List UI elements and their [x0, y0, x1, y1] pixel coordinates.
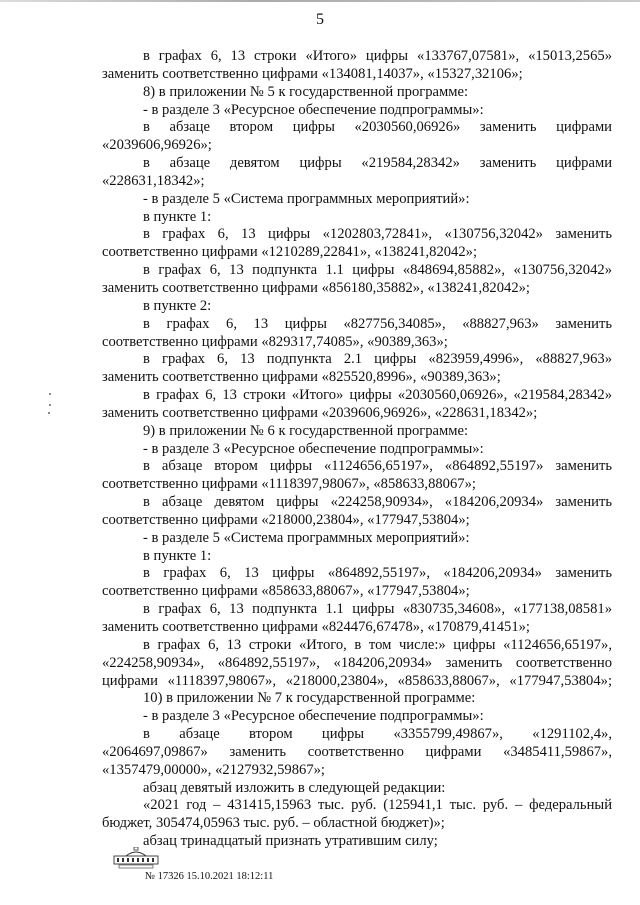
text-line: в графах 6, 13 строки «Итого, в том числе:» цифры «1124656,65197», — [143, 636, 612, 653]
text-line: заменить соответственно цифрами «134081,14037», «15327,32106»; — [102, 65, 523, 82]
text-line: абзац тринадцатый признать утратившим силу; — [143, 833, 438, 850]
text-line: - в разделе 5 «Система программных мероприятий»: — [143, 190, 470, 207]
scan-artifact — [49, 404, 51, 406]
text-line: в графах 6, 13 подпункта 2.1 цифры «823959,4996», «88827,963» — [143, 351, 612, 368]
text-line: заменить соответственно цифрами «856180,35882», «138241,82042»; — [102, 279, 530, 296]
text-line: в пункте 1: — [143, 547, 212, 564]
text-line: в графах 6, 13 строки «Итого» цифры «133767,07581», «15013,2565» — [143, 48, 612, 64]
text-line: в абзаце втором цифры «3355799,49867», «1291102,4», — [143, 726, 612, 743]
text-line: в графах 6, 13 цифры «1202803,72841», «130756,32042» заменить — [143, 226, 612, 243]
text-line: соответственно цифрами «829317,74085», «90389,363»; — [102, 333, 448, 350]
text-line: в абзаце втором цифры «1124656,65197», «864892,55197» заменить — [143, 458, 612, 475]
text-line: соответственно цифрами «218000,23804», «177947,53804»; — [102, 511, 470, 528]
text-line: 10) в приложении № 7 к государственной программе: — [143, 690, 476, 707]
text-line: абзац девятый изложить в следующей редакции: — [143, 779, 446, 796]
text-line: в абзаце девятом цифры «224258,90934», «184206,20934» заменить — [143, 494, 612, 511]
text-line: в графах 6, 13 строки «Итого» цифры «2030560,06926», «219584,28342» — [143, 387, 612, 404]
text-line: в графах 6, 13 цифры «827756,34085», «88827,963» заменить — [143, 315, 612, 332]
text-line: в графах 6, 13 подпункта 1.1 цифры «848694,85882», «130756,32042» — [143, 262, 612, 279]
text-line: бюджет, 305474,05963 тыс. руб. – областной бюджет)»; — [102, 815, 445, 832]
government-logo — [113, 847, 159, 874]
text-line: «224258,90934», «864892,55197», «184206,20934» заменить соответственно — [102, 654, 612, 671]
text-line: в абзаце втором цифры «2030560,06926» заменить цифрами — [143, 119, 612, 136]
text-line: в абзаце девятом цифры «219584,28342» заменить цифрами — [143, 155, 612, 172]
text-line: цифрами «1118397,98067», «218000,23804», «858633,88067», «177947,53804»; — [102, 672, 612, 689]
text-line: - в разделе 3 «Ресурсное обеспечение подпрограммы»: — [143, 440, 484, 457]
text-line: «2039606,96926»; — [102, 137, 212, 154]
text-line: в пункте 1: — [143, 208, 212, 225]
document-body — [102, 48, 612, 851]
text-line: 9) в приложении № 6 к государственной программе: — [143, 422, 469, 439]
scan-artifact — [48, 412, 50, 414]
text-line: заменить соответственно цифрами «825520,8996», «90389,363»; — [102, 369, 501, 386]
text-line: - в разделе 5 «Система программных мероприятий»: — [143, 529, 470, 546]
text-line: в пункте 2: — [143, 297, 212, 314]
text-line: заменить соответственно цифрами «824476,67478», «170879,41451»; — [102, 619, 530, 635]
text-line: «228631,18342»; — [102, 172, 205, 189]
page-number: 5 — [316, 11, 324, 28]
text-line: соответственно цифрами «1118397,98067», «858633,88067»; — [102, 476, 476, 493]
text-line: «1357479,00000», «2127932,59867»; — [102, 761, 325, 778]
text-line: «2021 год – 431415,15963 тыс. руб. (125941,1 тыс. руб. – федеральный — [143, 797, 612, 814]
government-building-icon — [113, 847, 159, 869]
text-line: в графах 6, 13 цифры «864892,55197», «184206,20934» заменить — [143, 565, 612, 582]
text-line: соответственно цифрами «858633,88067», «177947,53804»; — [102, 583, 470, 600]
text-line: - в разделе 3 «Ресурсное обеспечение подпрограммы»: — [143, 101, 484, 118]
text-line: в графах 6, 13 подпункта 1.1 цифры «830735,34608», «177138,08581» — [143, 601, 612, 618]
scan-artifact — [49, 393, 51, 395]
text-line: 8) в приложении № 5 к государственной программе: — [143, 83, 469, 100]
scan-edge — [0, 0, 640, 2]
registration-stamp: № 17326 15.10.2021 18:12:11 — [145, 871, 274, 882]
text-line: «2064697,09867» заменить соответственно цифрами «3485411,59867», — [102, 743, 612, 760]
text-line: заменить соответственно цифрами «2039606,96926», «228631,18342»; — [102, 404, 538, 421]
text-line: соответственно цифрами «1210289,22841», «138241,82042»; — [102, 244, 478, 261]
text-line: - в разделе 3 «Ресурсное обеспечение подпрограммы»: — [143, 708, 484, 725]
